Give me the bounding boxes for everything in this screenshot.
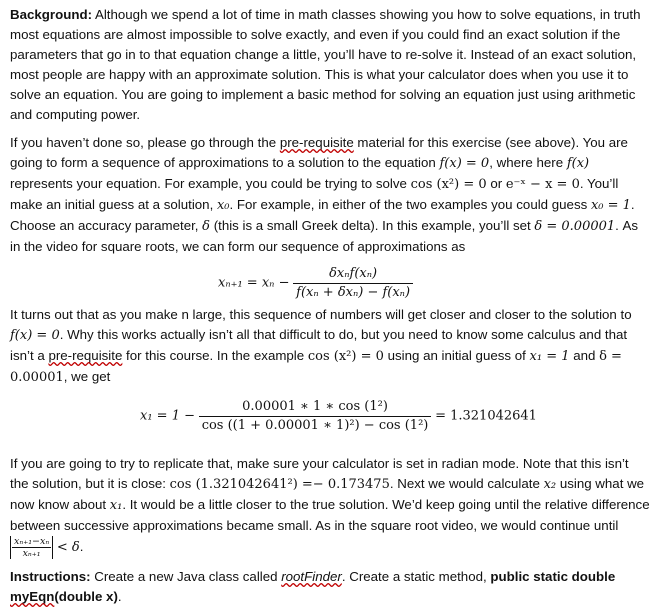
instructions-heading: Instructions:	[10, 569, 91, 584]
text: . Why this works actually isn’t all that difficult to do, but you need to know some calculus and that isn’t a	[10, 327, 628, 363]
relative-difference	[10, 536, 53, 559]
text: using what we now know about	[10, 476, 645, 512]
equation-fx-zero: f(x) = 0	[10, 328, 60, 343]
formula-recurrence-lhs: xₙ₊₁ = xₙ −	[218, 275, 290, 291]
text: If you haven’t done so, please go through the	[10, 135, 280, 150]
document-body	[10, 5, 650, 615]
background-paragraph	[10, 5, 650, 125]
text: . Next we would calculate	[389, 476, 544, 491]
text: or	[486, 176, 506, 191]
text: . Create a static method,	[341, 569, 491, 584]
text: .	[79, 539, 84, 555]
text: , where here	[489, 155, 567, 170]
formula-recurrence-fraction	[293, 265, 413, 302]
text: It turns out that as you make n large, this sequence of numbers will get closer and closer to the solution to	[10, 307, 632, 322]
equation-check: cos (1.321042641²) =− 0.173475	[169, 477, 390, 492]
formula-example-result: = 1.321042641	[435, 408, 537, 424]
equation-delta: δ	[202, 219, 210, 234]
text: . It would be a little closer to the true solution. We’d keep going until the relative difference between successive approximations became small. As in the square root video, we would continue until	[10, 497, 650, 533]
formula-recurrence-denominator: f(xₙ + δxₙ) − f(xₙ)	[293, 283, 413, 302]
equation-x0-guess: x₀ = 1	[590, 198, 631, 213]
background-heading: Background:	[10, 7, 93, 22]
sequence-paragraph	[10, 133, 650, 257]
equation-x2: x₂	[543, 477, 557, 492]
equation-fx-zero: f(x) = 0	[439, 156, 490, 171]
formula-recurrence	[10, 265, 650, 305]
class-name: rootFinder	[281, 569, 342, 584]
text: and	[569, 348, 600, 363]
convergence-paragraph	[10, 305, 650, 388]
relative-difference-denominator: xₙ₊₁	[12, 547, 51, 559]
text: . As in the video for square roots, we can form our sequence of approximations as	[10, 218, 639, 254]
relative-difference-numerator: xₙ₊₁−xₙ	[14, 536, 50, 547]
text: Create a new Java class called	[90, 569, 282, 584]
method-name: myEqn	[10, 589, 55, 604]
iteration-paragraph	[10, 454, 650, 559]
equation-cos: cos (x²) = 0	[410, 177, 487, 192]
equation-x0: x₀	[216, 198, 230, 213]
text: . For example, in either of the two examples you could guess	[229, 197, 591, 212]
background-text: Although we spend a lot of time in math classes showing you how to solve equations, in truth most equations are almost impossible to solve exactly, and even if you could find an exact solution if the parameters that go in to that equation change a little, you’ll have to re-solve it. Instead of an exact solution, most people are happy with an approximate solution. This is what your calculator does when you use it to solve an equation. You are going to implement a basic method for solving an equation just using arithmetic and computing power.	[10, 7, 641, 122]
prerequisite-link[interactable]: pre-requisite	[279, 135, 354, 150]
formula-example	[10, 396, 650, 444]
text: material for this exercise (see above). You are going to form a sequence of approximations to a solution to the equation	[10, 135, 628, 170]
method-signature-params: (double x)	[54, 589, 118, 604]
text: for this course. In the example	[122, 348, 308, 363]
formula-example-lhs: x₁ = 1 −	[140, 408, 195, 424]
equation-cos: cos (x²) = 0	[307, 349, 384, 364]
equation-x1: x₁ = 1	[529, 349, 570, 364]
equation-exp: e⁻ˣ − x = 0	[505, 177, 580, 192]
method-signature-prefix: public static double	[490, 569, 616, 584]
text: represents your equation. For example, you could be trying to solve	[10, 176, 411, 191]
equation-less-than-delta: < δ	[56, 540, 80, 556]
prerequisite-link[interactable]: pre-requisite	[48, 348, 123, 363]
text: , we get	[63, 369, 111, 384]
equation-delta-value: δ = 0.00001	[534, 219, 616, 234]
formula-example-fraction	[199, 398, 432, 435]
text: using an initial guess of	[383, 348, 530, 363]
equation-delta-value: δ = 0.00001	[10, 349, 622, 385]
text: If you are going to try to replicate that, make sure your calculator is set in radian mode. Note that this isn’t the solution, but it is close:	[10, 456, 629, 491]
text: .	[117, 589, 122, 604]
equation-x1: x₁	[109, 498, 123, 513]
formula-example-numerator: 0.00001 ∗ 1 ∗ cos (1²)	[242, 399, 388, 414]
instructions-paragraph	[10, 567, 650, 607]
formula-example-denominator: cos ((1 + 0.00001 ∗ 1)²) − cos (1²)	[199, 416, 432, 435]
equation-fx: f(x)	[566, 156, 590, 171]
text: . Choose an accuracy parameter,	[10, 197, 635, 233]
formula-recurrence-numerator: δxₙf(xₙ)	[329, 266, 378, 281]
text: (this is a small Greek delta). In this example, you’ll set	[210, 218, 535, 233]
text: . You’ll make an initial guess at a solution,	[10, 176, 619, 212]
